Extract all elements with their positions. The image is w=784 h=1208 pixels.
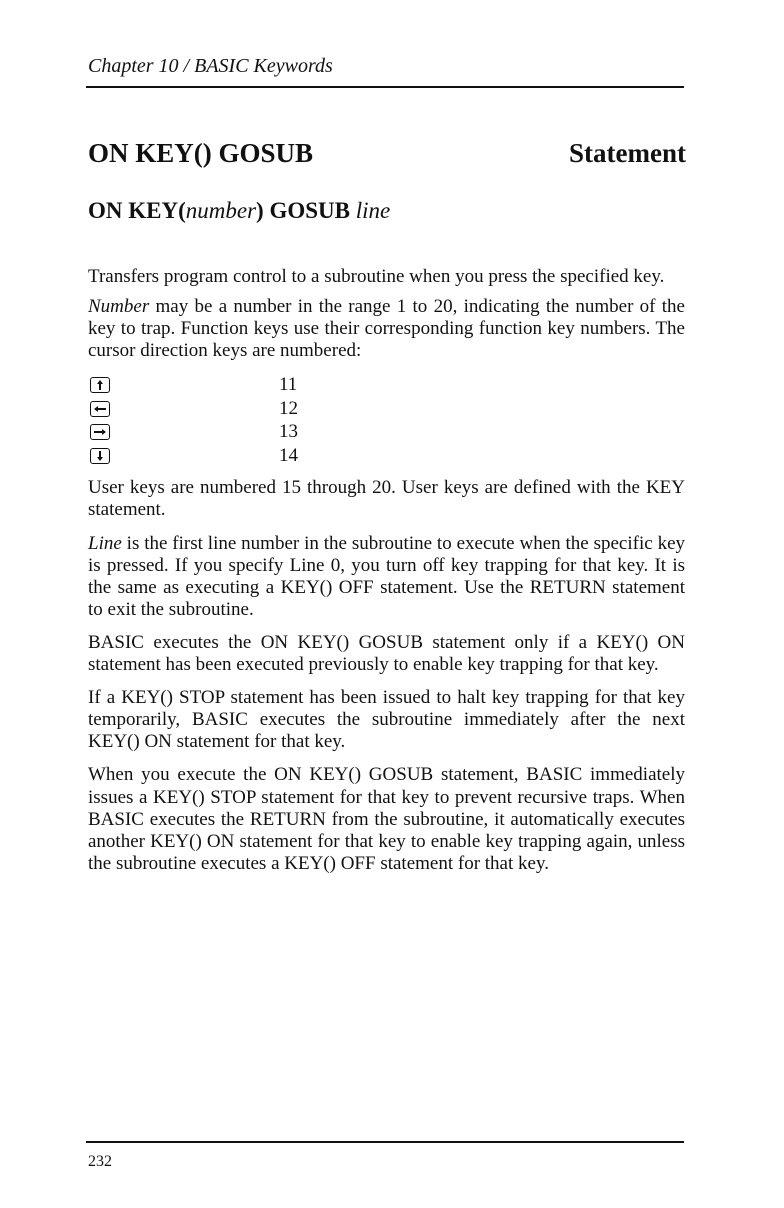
key-number: 13 xyxy=(279,421,298,443)
syntax-keyword-part-2: ) GOSUB xyxy=(256,198,356,223)
paragraph-recursion: When you execute the ON KEY() GOSUB statement, BASIC immediately issues a KEY() STOP statement for that key to prevent recursive traps. When BASIC executes the RETURN from the subroutine, it automatically executes another KEY() ON statement for that key to enable key trapping again, unless the subroutine executes a KEY() OFF statement for that key. xyxy=(88,764,685,874)
page-number: 232 xyxy=(88,1153,112,1170)
cursor-key-list xyxy=(88,373,685,467)
list-item xyxy=(88,373,685,397)
paragraph-execution-condition: BASIC executes the ON KEY() GOSUB statement only if a KEY() ON statement has been executed previously to enable key trapping for that key. xyxy=(88,631,685,676)
paragraph-key-stop: If a KEY() STOP statement has been issued to halt key trapping for that key temporarily, BASIC executes the subroutine immediately after the next KEY() ON statement for that key. xyxy=(88,687,685,753)
list-item xyxy=(88,420,685,444)
running-head: Chapter 10 / BASIC Keywords xyxy=(88,55,333,77)
list-item xyxy=(88,397,685,421)
term-line: Line xyxy=(88,532,122,554)
up-arrow-key-icon xyxy=(90,377,110,393)
syntax-argument-line: line xyxy=(355,198,391,223)
body-text xyxy=(88,266,685,886)
entry-type-label: Statement xyxy=(569,138,686,168)
paragraph-number-arg: Number may be a number in the range 1 to 20, indicating the number of the key to trap. Function keys use their corresponding function key numbers. The cursor direction keys are numbered: xyxy=(88,296,685,362)
header-rule xyxy=(86,86,684,88)
right-arrow-key-icon xyxy=(90,424,110,440)
term-number: Number xyxy=(88,296,150,318)
syntax-argument-number: number xyxy=(185,198,257,223)
paragraph-description: Transfers program control to a subroutine when you press the specified key. xyxy=(88,266,665,287)
list-item xyxy=(88,444,685,468)
keyword-title: ON KEY() GOSUB xyxy=(88,138,314,168)
key-number: 11 xyxy=(279,374,298,396)
syntax-line xyxy=(88,198,390,224)
footer-rule xyxy=(86,1141,684,1143)
key-number: 12 xyxy=(279,397,298,419)
entry-title-row xyxy=(88,138,686,178)
key-number: 14 xyxy=(279,444,298,466)
paragraph-line-arg: Line is the first line number in the subroutine to execute when the specific key is pressed. If you specify Line 0, you turn off key trapping for that key. It is the same as executing a KEY() OFF statement. Use the RETURN statement to exit the subroutine. xyxy=(88,532,685,620)
left-arrow-key-icon xyxy=(90,401,110,417)
down-arrow-key-icon xyxy=(90,448,110,464)
paragraph-user-keys: User keys are numbered 15 through 20. User keys are defined with the KEY statement. xyxy=(88,477,685,521)
syntax-keyword-part: ON KEY( xyxy=(88,198,186,223)
